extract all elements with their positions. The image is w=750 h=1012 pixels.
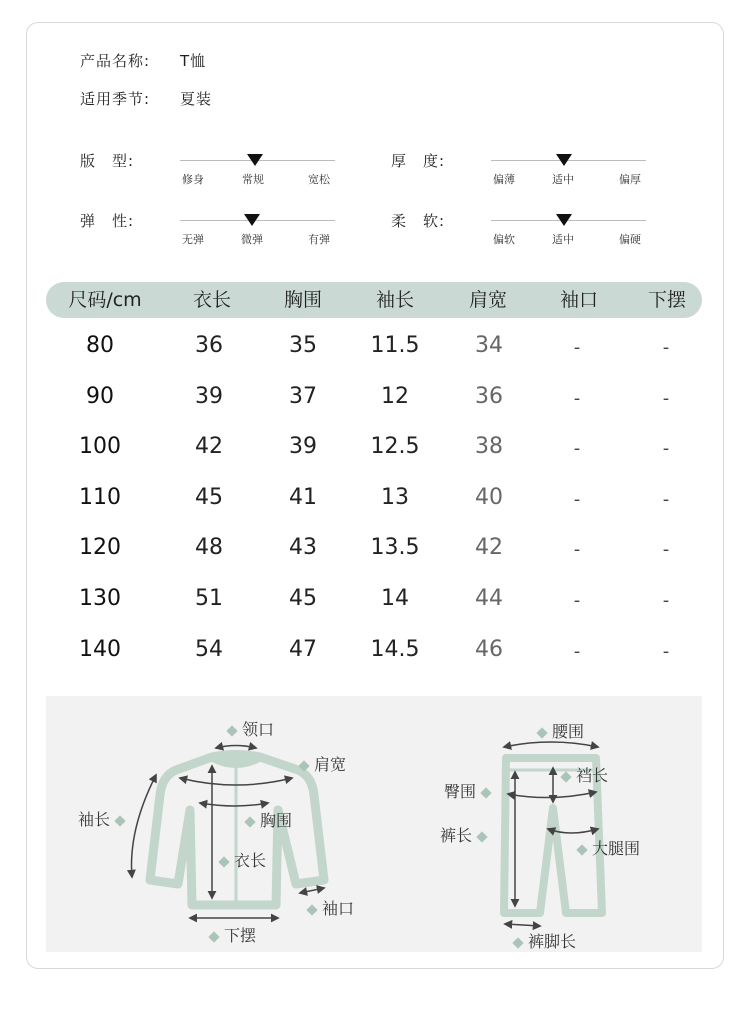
cell-cuff: - bbox=[573, 387, 581, 409]
elasticity-option-1: 无弹 bbox=[182, 233, 204, 246]
season-label: 适用季节: bbox=[80, 90, 151, 108]
diamond-icon bbox=[298, 760, 309, 771]
cell-hem: - bbox=[662, 387, 670, 409]
label-collar: 领口 bbox=[222, 717, 274, 740]
elasticity-option-2: 微弹 bbox=[241, 233, 263, 246]
label-waist: 腰围 bbox=[532, 719, 584, 742]
cell-shoulder: 42 bbox=[475, 535, 503, 561]
header-sleeve: 袖长 bbox=[375, 289, 414, 311]
diamond-icon bbox=[512, 937, 523, 948]
season-value: 夏装 bbox=[180, 90, 213, 108]
cell-size: 130 bbox=[79, 586, 121, 611]
header-chest: 胸围 bbox=[283, 289, 322, 311]
cell-shoulder: 34 bbox=[475, 333, 503, 358]
cell-chest: 39 bbox=[289, 434, 317, 460]
cell-shoulder: 36 bbox=[475, 383, 503, 409]
label-sleeve: 袖长 bbox=[78, 807, 130, 830]
fit-option-2: 常规 bbox=[242, 173, 264, 186]
fit-option-3: 宽松 bbox=[308, 173, 330, 186]
header-cuff: 袖口 bbox=[559, 289, 598, 311]
diamond-icon bbox=[114, 815, 125, 826]
header-length: 衣长 bbox=[192, 289, 231, 311]
softness-option-2: 适中 bbox=[552, 233, 574, 246]
cell-size: 140 bbox=[79, 636, 121, 662]
label-thigh: 大腿围 bbox=[572, 836, 640, 859]
cell-hem: - bbox=[662, 438, 670, 460]
cell-shoulder: 44 bbox=[475, 586, 503, 611]
product-name-label: 产品名称: bbox=[80, 52, 151, 70]
cell-length: 51 bbox=[195, 586, 223, 611]
cell-sleeve: 12 bbox=[381, 383, 409, 409]
diamond-icon bbox=[218, 856, 229, 867]
cell-length: 36 bbox=[195, 333, 223, 358]
cell-shoulder: 38 bbox=[475, 434, 503, 460]
cell-size: 80 bbox=[86, 333, 114, 358]
diamond-icon bbox=[536, 727, 547, 738]
elasticity-label: 弹 性: bbox=[80, 212, 135, 230]
cell-chest: 41 bbox=[289, 484, 317, 510]
thickness-option-1: 偏薄 bbox=[493, 173, 515, 186]
cell-length: 54 bbox=[195, 636, 223, 662]
diamond-icon bbox=[306, 904, 317, 915]
cell-size: 110 bbox=[79, 484, 121, 510]
diamond-icon bbox=[208, 931, 219, 942]
cell-hem: - bbox=[662, 590, 670, 611]
diamond-icon bbox=[480, 787, 491, 798]
cell-sleeve: 14.5 bbox=[370, 636, 420, 662]
cell-chest: 47 bbox=[289, 636, 317, 662]
label-shoulder: 肩宽 bbox=[294, 752, 346, 775]
cell-length: 42 bbox=[195, 434, 223, 460]
elasticity-option-3: 有弹 bbox=[308, 233, 330, 246]
cell-hem: - bbox=[662, 539, 670, 561]
diamond-icon bbox=[576, 844, 587, 855]
header-hem: 下摆 bbox=[647, 289, 686, 311]
cell-chest: 45 bbox=[289, 586, 317, 611]
cell-sleeve: 11.5 bbox=[370, 333, 420, 358]
thickness-option-3: 偏厚 bbox=[619, 173, 641, 186]
thickness-option-2: 适中 bbox=[552, 173, 574, 186]
cell-hem: - bbox=[662, 337, 670, 358]
shirt-outline bbox=[150, 755, 324, 906]
cell-cuff: - bbox=[573, 438, 581, 460]
cell-chest: 37 bbox=[289, 383, 317, 409]
label-length: 衣长 bbox=[214, 848, 266, 871]
cell-sleeve: 13 bbox=[381, 484, 409, 510]
cell-cuff: - bbox=[573, 539, 581, 561]
cell-shoulder: 46 bbox=[475, 636, 503, 662]
label-leg-opening: 裤脚长 bbox=[508, 929, 576, 952]
softness-option-1: 偏软 bbox=[493, 233, 515, 246]
product-name-value: T恤 bbox=[180, 52, 207, 70]
diamond-icon bbox=[476, 831, 487, 842]
cell-sleeve: 12.5 bbox=[370, 434, 420, 460]
softness-option-3: 偏硬 bbox=[619, 233, 641, 246]
cell-length: 39 bbox=[195, 383, 223, 409]
diamond-icon bbox=[244, 816, 255, 827]
cell-size: 120 bbox=[79, 535, 121, 561]
cell-cuff: - bbox=[573, 488, 581, 510]
thickness-label: 厚 度: bbox=[391, 152, 446, 170]
cell-chest: 43 bbox=[289, 535, 317, 561]
cell-sleeve: 13.5 bbox=[370, 535, 420, 561]
label-pants-length: 裤长 bbox=[440, 823, 492, 846]
cell-size: 90 bbox=[86, 383, 114, 409]
fit-label: 版 型: bbox=[80, 152, 135, 170]
softness-label: 柔 软: bbox=[391, 212, 446, 230]
label-chest: 胸围 bbox=[240, 808, 292, 831]
cell-cuff: - bbox=[573, 590, 581, 611]
cell-hem: - bbox=[662, 488, 670, 510]
diamond-icon bbox=[226, 725, 237, 736]
header-shoulder: 肩宽 bbox=[468, 289, 507, 311]
cell-cuff: - bbox=[573, 337, 581, 358]
cell-length: 48 bbox=[195, 535, 223, 561]
cell-size: 100 bbox=[79, 434, 121, 460]
cell-cuff: - bbox=[573, 640, 581, 662]
header-size: 尺码/cm bbox=[68, 289, 142, 311]
cell-hem: - bbox=[662, 640, 670, 662]
label-rise: 裆长 bbox=[556, 763, 608, 786]
fit-option-1: 修身 bbox=[182, 173, 204, 186]
label-hip: 臀围 bbox=[444, 779, 496, 802]
cell-sleeve: 14 bbox=[381, 586, 409, 611]
cell-length: 45 bbox=[195, 484, 223, 510]
label-cuff: 袖口 bbox=[302, 896, 354, 919]
label-hem: 下摆 bbox=[204, 923, 256, 946]
cell-shoulder: 40 bbox=[475, 484, 503, 510]
cell-chest: 35 bbox=[289, 333, 317, 358]
diamond-icon bbox=[560, 771, 571, 782]
